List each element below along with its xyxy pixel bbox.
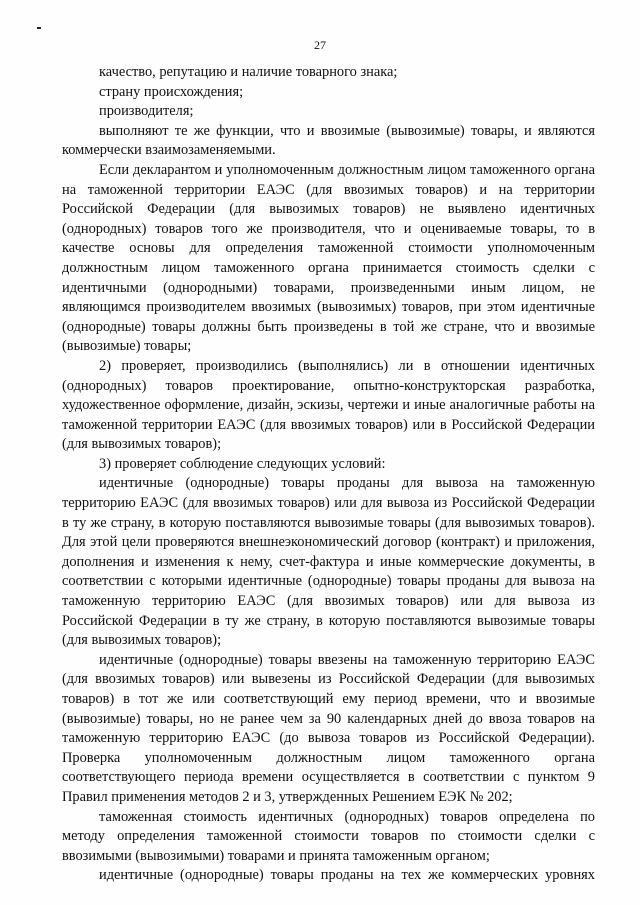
paragraph-same-functions: выполняют те же функции, что и ввозимые (вывозимые) товары, и являются коммерчески взаимозаменяемыми. bbox=[62, 122, 595, 159]
paragraph-item-2-design-check: 2) проверяет, производились (выполнялись) ли в отношении идентичных (однородных) товаров проектирование, опытно-конструкторская разработка, художественное оформление, дизайн, эскизы, чертежи и иные аналогичные работы на таможенной территории ЕАЭС (для ввозимых товаров) или в Российской Федерации (для вывозимых товаров); bbox=[62, 357, 595, 453]
page-number: 27 bbox=[314, 38, 326, 52]
scan-speck bbox=[37, 27, 41, 29]
paragraph-manufacturer: производителя; bbox=[99, 103, 194, 120]
document-body bbox=[62, 63, 595, 886]
paragraph-customs-value-method: таможенная стоимость идентичных (однородных) товаров определена по методу определения таможенной стоимости товаров по стоимости сделки с ввозимыми (вывозимыми) товарами и принята таможенным органом; bbox=[62, 808, 595, 864]
paragraph-item-3-conditions: 3) проверяет соблюдение следующих условий: bbox=[99, 455, 386, 472]
paragraph-quality-reputation-trademark: качество, репутацию и наличие товарного знака; bbox=[99, 64, 398, 80]
paragraph-country-of-origin: страну происхождения; bbox=[99, 83, 244, 100]
paragraph-time-period: идентичные (однородные) товары ввезены на таможенную территорию ЕАЭС (для ввозимых товаров) или вывезены из Российской Федерации (для вывозимых товаров) в тот же или соответствующий ему период времени, что и ввозимые (вывозимые) товары, но не ранее чем за 90 календарных дней до ввоза товаров на таможенную территорию ЕАЭС (до вывоза товаров из Российской Федерации). Проверка уполномоченным должностным лицом таможенного органа соответствующего периода времени осуществляется в соответствии с пунктом 9 Правил применения методов 2 и 3, утвержденных Решением ЕЭК № 202; bbox=[62, 651, 595, 805]
paragraph-other-manufacturer: Если декларантом и уполномоченным должностным лицом таможенного органа на таможенной территории ЕАЭС (для ввозимых товаров) и на территории Российской Федерации (для вывозимых товаров) не выявлено идентичных (однородных) товаров того же производителя, что и оцениваемые товары, то в качестве основы для определения таможенной стоимости уполномоченным должностным лицом таможенного органа принимается стоимость сделки с идентичными (однородными) товарами, произведенными иным лицом, не являющимся производителем ввозимых (вывозимых) товаров, при этом идентичные (однородные) товары должны быть произведены в той же стране, что и ввозимые (вывозимые) товары; bbox=[62, 161, 595, 355]
paragraph-commercial-levels: идентичные (однородные) товары проданы на тех же коммерческих уровнях bbox=[99, 867, 595, 884]
paragraph-sold-for-export: идентичные (однородные) товары проданы для вывоза на таможенную территорию ЕАЭС (для ввозимых товаров) или для вывоза из Российской Федерации в ту же страну, в которую поставляются вывозимые товары (для вывозимых товаров). Для этой цели проверяются внешнеэкономический договор (контракт) и приложения, дополнения и изменения к нему, счет-фактура и иные коммерческие документы, в соответствии с которыми идентичные (однородные) товары проданы для вывоза на таможенную территорию ЕАЭС (для ввозимых товаров) или для вывоза из Российской Федерации в ту же страну, в которую поставляются вывозимые товары (для вывозимых товаров); bbox=[62, 475, 595, 649]
